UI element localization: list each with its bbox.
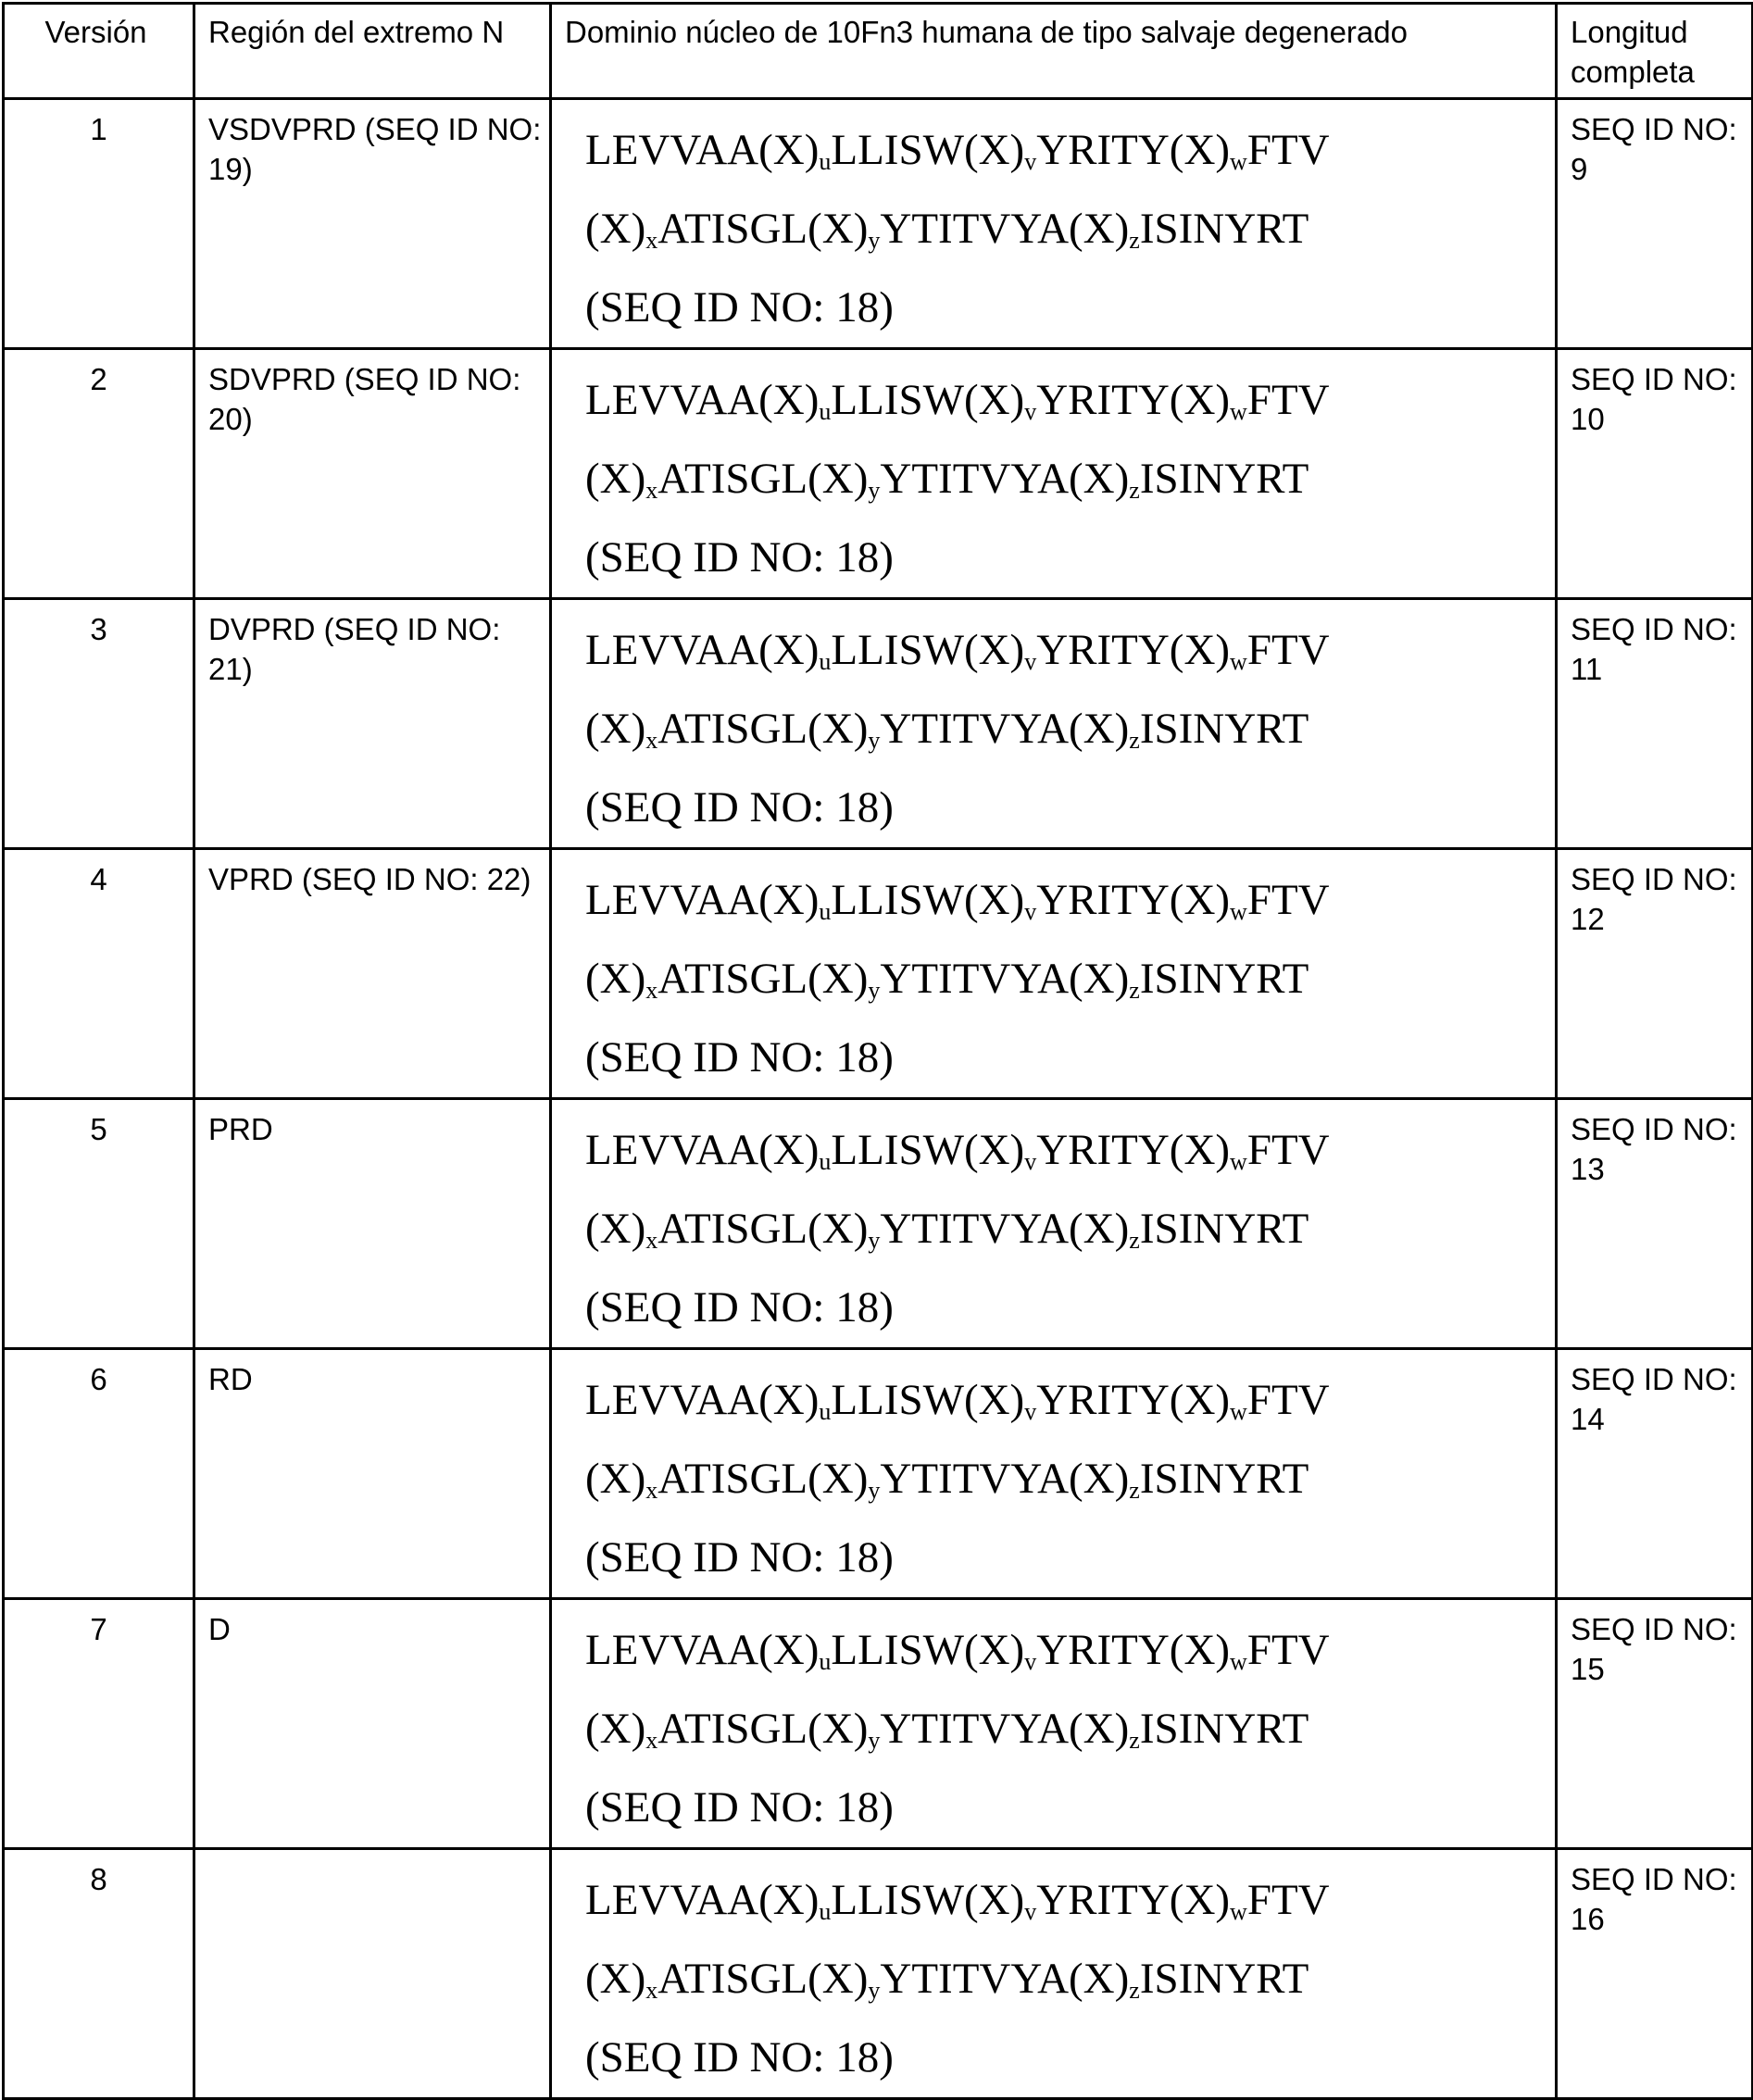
full-length-cell: SEQ ID NO: 9 xyxy=(1557,99,1753,349)
sequence-segment: ISINYRT xyxy=(1140,1705,1309,1753)
sequence-subscript: u xyxy=(819,1648,831,1675)
sequence-line xyxy=(585,111,1555,190)
sequence-line xyxy=(585,690,1555,769)
sequence-segment: (X) xyxy=(585,955,645,1003)
table-row xyxy=(4,99,1753,349)
versions-table xyxy=(2,2,1753,2100)
table-row xyxy=(4,349,1753,599)
sequence-subscript: x xyxy=(645,977,657,1004)
sequence-segment: LEVVAA(X) xyxy=(585,376,819,424)
sequence-subscript: v xyxy=(1024,1148,1036,1175)
sequence-segment: (X) xyxy=(585,1705,645,1753)
sequence-segment: (SEQ ID NO: 18) xyxy=(585,283,894,331)
sequence-subscript: w xyxy=(1230,1148,1247,1175)
sequence-segment: LEVVAA(X) xyxy=(585,1376,819,1424)
sequence-line xyxy=(585,440,1555,519)
version-cell: 5 xyxy=(4,1099,194,1349)
sequence-segment: YTITVYA(X) xyxy=(880,205,1129,253)
sequence-segment: LLISW(X) xyxy=(831,876,1024,924)
sequence-subscript: z xyxy=(1129,727,1140,754)
n-terminal-region-cell: DVPRD (SEQ ID NO: 21) xyxy=(194,599,551,849)
sequence-line xyxy=(585,1940,1555,2019)
sequence-segment: YRITY(X) xyxy=(1036,626,1230,674)
core-domain-cell xyxy=(551,349,1557,599)
sequence-segment: ISINYRT xyxy=(1140,455,1309,503)
sequence-segment: ISINYRT xyxy=(1140,1205,1309,1253)
full-length-cell: SEQ ID NO: 10 xyxy=(1557,349,1753,599)
sequence-subscript: w xyxy=(1230,1398,1247,1425)
sequence-segment: YRITY(X) xyxy=(1036,376,1230,424)
sequence-subscript: x xyxy=(645,227,657,254)
sequence-segment: (SEQ ID NO: 18) xyxy=(585,1283,894,1331)
sequence-segment: (X) xyxy=(585,1455,645,1503)
n-terminal-region-cell: D xyxy=(194,1599,551,1849)
sequence-subscript: x xyxy=(645,1977,657,2004)
sequence-segment: YTITVYA(X) xyxy=(880,455,1129,503)
full-length-cell: SEQ ID NO: 11 xyxy=(1557,599,1753,849)
sequence-subscript: z xyxy=(1129,977,1140,1004)
full-length-cell: SEQ ID NO: 15 xyxy=(1557,1599,1753,1849)
sequence-subscript: z xyxy=(1129,1227,1140,1254)
sequence-segment: (X) xyxy=(585,705,645,753)
sequence-subscript: w xyxy=(1230,1898,1247,1925)
sequence-segment: LLISW(X) xyxy=(831,1376,1024,1424)
sequence-segment: LLISW(X) xyxy=(831,1126,1024,1174)
sequence-subscript: u xyxy=(819,1898,831,1925)
sequence-line xyxy=(585,1190,1555,1269)
sequence-subscript: y xyxy=(868,1977,880,2004)
sequence-subscript: w xyxy=(1230,398,1247,425)
sequence-segment: ISINYRT xyxy=(1140,1955,1309,2003)
sequence-subscript: z xyxy=(1129,1727,1140,1754)
sequence-subscript: z xyxy=(1129,477,1140,504)
sequence-line xyxy=(585,1269,1555,1347)
sequence-subscript: x xyxy=(645,477,657,504)
sequence-subscript: z xyxy=(1129,1977,1140,2004)
sequence-line xyxy=(585,861,1555,940)
sequence-line xyxy=(585,1361,1555,1440)
sequence-segment: FTV xyxy=(1247,1126,1330,1174)
sequence-subscript: x xyxy=(645,1227,657,1254)
sequence-line xyxy=(585,1440,1555,1519)
sequence-subscript: v xyxy=(1024,648,1036,675)
version-cell: 7 xyxy=(4,1599,194,1849)
n-terminal-region-cell: VSDVPRD (SEQ ID NO: 19) xyxy=(194,99,551,349)
sequence-subscript: x xyxy=(645,727,657,754)
sequence-segment: ISINYRT xyxy=(1140,705,1309,753)
sequence-segment: (SEQ ID NO: 18) xyxy=(585,533,894,581)
table-row xyxy=(4,599,1753,849)
sequence-line xyxy=(585,1519,1555,1597)
sequence-subscript: w xyxy=(1230,1648,1247,1675)
sequence-segment: LEVVAA(X) xyxy=(585,1876,819,1924)
sequence-segment: ATISGL(X) xyxy=(657,205,868,253)
full-length-cell: SEQ ID NO: 13 xyxy=(1557,1099,1753,1349)
sequence-subscript: u xyxy=(819,1148,831,1175)
core-domain-cell xyxy=(551,599,1557,849)
sequence-line xyxy=(585,1769,1555,1847)
sequence-segment: LLISW(X) xyxy=(831,1876,1024,1924)
sequence-segment: ATISGL(X) xyxy=(657,705,868,753)
sequence-subscript: y xyxy=(868,727,880,754)
core-domain-cell xyxy=(551,1349,1557,1599)
sequence-segment: YTITVYA(X) xyxy=(880,1955,1129,2003)
version-cell: 8 xyxy=(4,1849,194,2099)
sequence-subscript: z xyxy=(1129,227,1140,254)
sequence-segment: ISINYRT xyxy=(1140,955,1309,1003)
sequence-segment: FTV xyxy=(1247,376,1330,424)
table-row xyxy=(4,1849,1753,2099)
sequence-segment: (SEQ ID NO: 18) xyxy=(585,1033,894,1081)
header-core-domain: Dominio núcleo de 10Fn3 humana de tipo salvaje degenerado xyxy=(551,4,1557,99)
sequence-subscript: u xyxy=(819,398,831,425)
sequence-segment: LEVVAA(X) xyxy=(585,626,819,674)
version-cell: 3 xyxy=(4,599,194,849)
sequence-subscript: y xyxy=(868,1477,880,1504)
sequence-subscript: v xyxy=(1024,398,1036,425)
sequence-segment: LLISW(X) xyxy=(831,376,1024,424)
sequence-segment: LEVVAA(X) xyxy=(585,1626,819,1674)
sequence-line xyxy=(585,361,1555,440)
sequence-subscript: y xyxy=(868,477,880,504)
header-version: Versión xyxy=(4,4,194,99)
sequence-segment: ISINYRT xyxy=(1140,1455,1309,1503)
sequence-segment: FTV xyxy=(1247,626,1330,674)
table-row xyxy=(4,1099,1753,1349)
sequence-segment: YTITVYA(X) xyxy=(880,955,1129,1003)
n-terminal-region-cell: PRD xyxy=(194,1099,551,1349)
sequence-segment: FTV xyxy=(1247,1626,1330,1674)
sequence-line xyxy=(585,1019,1555,1097)
header-row xyxy=(4,4,1753,99)
sequence-subscript: v xyxy=(1024,1898,1036,1925)
sequence-subscript: x xyxy=(645,1727,657,1754)
sequence-line xyxy=(585,1690,1555,1769)
sequence-segment: LLISW(X) xyxy=(831,626,1024,674)
n-terminal-region-cell: SDVPRD (SEQ ID NO: 20) xyxy=(194,349,551,599)
sequence-segment: (SEQ ID NO: 18) xyxy=(585,783,894,831)
full-length-cell: SEQ ID NO: 16 xyxy=(1557,1849,1753,2099)
sequence-segment: (X) xyxy=(585,1955,645,2003)
sequence-segment: LEVVAA(X) xyxy=(585,1126,819,1174)
sequence-line xyxy=(585,611,1555,690)
sequence-segment: (SEQ ID NO: 18) xyxy=(585,2033,894,2081)
sequence-segment: LLISW(X) xyxy=(831,126,1024,174)
sequence-segment: LEVVAA(X) xyxy=(585,876,819,924)
sequence-segment: YRITY(X) xyxy=(1036,1876,1230,1924)
sequence-line xyxy=(585,940,1555,1019)
sequence-subscript: x xyxy=(645,1477,657,1504)
sequence-segment: ATISGL(X) xyxy=(657,1455,868,1503)
sequence-segment: FTV xyxy=(1247,1376,1330,1424)
header-full-length: Longitud completa xyxy=(1557,4,1753,99)
sequence-segment: ATISGL(X) xyxy=(657,1705,868,1753)
sequence-subscript: u xyxy=(819,648,831,675)
sequence-subscript: u xyxy=(819,148,831,175)
header-region: Región del extremo N xyxy=(194,4,551,99)
sequence-segment: (X) xyxy=(585,455,645,503)
n-terminal-region-cell: RD xyxy=(194,1349,551,1599)
sequence-line xyxy=(585,1861,1555,1940)
version-cell: 4 xyxy=(4,849,194,1099)
sequence-subscript: v xyxy=(1024,148,1036,175)
sequence-segment: YTITVYA(X) xyxy=(880,1205,1129,1253)
version-cell: 6 xyxy=(4,1349,194,1599)
sequence-subscript: v xyxy=(1024,1648,1036,1675)
table-row xyxy=(4,1599,1753,1849)
sequence-segment: YRITY(X) xyxy=(1036,876,1230,924)
sequence-segment: ATISGL(X) xyxy=(657,955,868,1003)
sequence-line xyxy=(585,1611,1555,1690)
sequence-line xyxy=(585,269,1555,347)
sequence-segment: YRITY(X) xyxy=(1036,1126,1230,1174)
sequence-line xyxy=(585,1111,1555,1190)
sequence-segment: YRITY(X) xyxy=(1036,1376,1230,1424)
sequence-segment: FTV xyxy=(1247,1876,1330,1924)
full-length-cell: SEQ ID NO: 12 xyxy=(1557,849,1753,1099)
sequence-segment: (SEQ ID NO: 18) xyxy=(585,1533,894,1581)
sequence-segment: FTV xyxy=(1247,126,1330,174)
sequence-segment: ATISGL(X) xyxy=(657,455,868,503)
sequence-subscript: z xyxy=(1129,1477,1140,1504)
sequence-segment: YRITY(X) xyxy=(1036,126,1230,174)
sequence-subscript: v xyxy=(1024,1398,1036,1425)
sequence-subscript: u xyxy=(819,898,831,925)
sequence-subscript: y xyxy=(868,227,880,254)
n-terminal-region-cell xyxy=(194,1849,551,2099)
core-domain-cell xyxy=(551,849,1557,1099)
sequence-subscript: y xyxy=(868,1227,880,1254)
version-cell: 1 xyxy=(4,99,194,349)
sequence-segment: ISINYRT xyxy=(1140,205,1309,253)
table-row xyxy=(4,849,1753,1099)
version-cell: 2 xyxy=(4,349,194,599)
sequence-segment: ATISGL(X) xyxy=(657,1205,868,1253)
sequence-line xyxy=(585,190,1555,269)
sequence-segment: (X) xyxy=(585,205,645,253)
sequence-line xyxy=(585,2019,1555,2097)
sequence-subscript: v xyxy=(1024,898,1036,925)
sequence-subscript: w xyxy=(1230,648,1247,675)
sequence-segment: YTITVYA(X) xyxy=(880,1705,1129,1753)
sequence-segment: (SEQ ID NO: 18) xyxy=(585,1783,894,1831)
table-row xyxy=(4,1349,1753,1599)
sequence-line xyxy=(585,519,1555,597)
sequence-segment: ATISGL(X) xyxy=(657,1955,868,2003)
n-terminal-region-cell: VPRD (SEQ ID NO: 22) xyxy=(194,849,551,1099)
core-domain-cell xyxy=(551,99,1557,349)
sequence-segment: YTITVYA(X) xyxy=(880,705,1129,753)
sequence-segment: LLISW(X) xyxy=(831,1626,1024,1674)
sequence-segment: YRITY(X) xyxy=(1036,1626,1230,1674)
sequence-subscript: y xyxy=(868,1727,880,1754)
sequence-line xyxy=(585,769,1555,847)
sequence-subscript: u xyxy=(819,1398,831,1425)
sequence-subscript: w xyxy=(1230,898,1247,925)
sequence-subscript: y xyxy=(868,977,880,1004)
sequence-segment: FTV xyxy=(1247,876,1330,924)
sequence-segment: (X) xyxy=(585,1205,645,1253)
sequence-segment: LEVVAA(X) xyxy=(585,126,819,174)
full-length-cell: SEQ ID NO: 14 xyxy=(1557,1349,1753,1599)
sequence-segment: YTITVYA(X) xyxy=(880,1455,1129,1503)
core-domain-cell xyxy=(551,1599,1557,1849)
core-domain-cell xyxy=(551,1099,1557,1349)
core-domain-cell xyxy=(551,1849,1557,2099)
sequence-subscript: w xyxy=(1230,148,1247,175)
